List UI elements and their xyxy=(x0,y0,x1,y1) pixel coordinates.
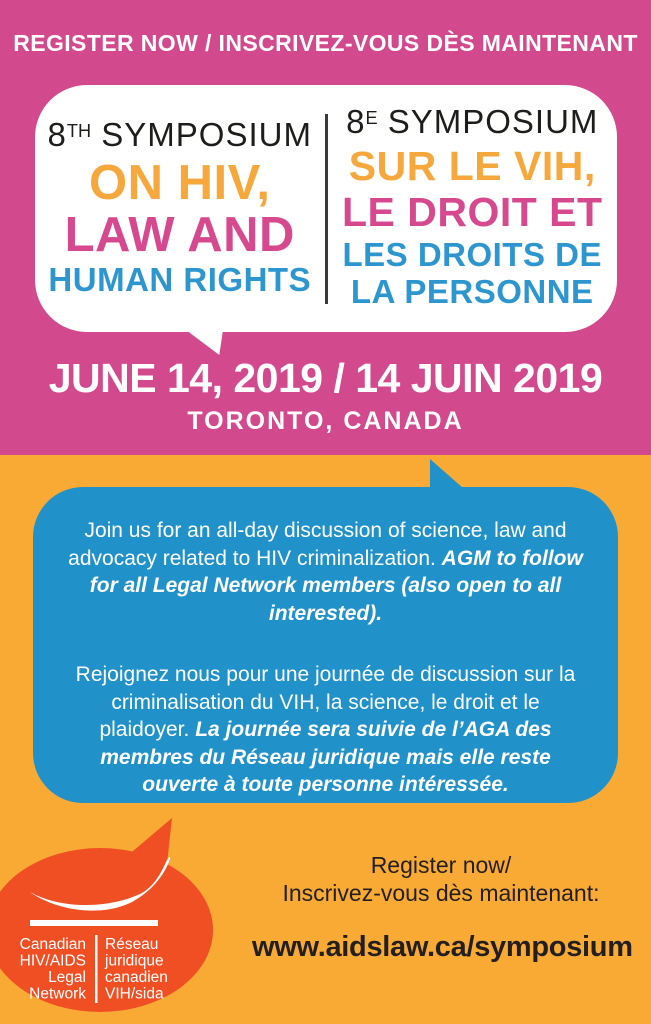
title-en-line3: LAW AND xyxy=(64,207,295,262)
event-city: TORONTO, CANADA xyxy=(187,407,464,435)
description-english xyxy=(67,517,584,627)
description-fr-emphasis: La journée sera suivie de l’AGA des membres du Réseau juridique mais elle reste ouverte à toute personne intéressée. xyxy=(100,718,552,796)
logo-fr-line-4: VIH/sida xyxy=(105,985,164,1003)
register-line-en: Register now/ xyxy=(370,852,512,878)
title-column-english xyxy=(35,115,325,300)
event-date: JUNE 14, 2019 / 14 JUIN 2019 xyxy=(48,355,603,401)
title-fr-symposium: SYMPOSIUM xyxy=(377,103,599,140)
title-fr-ordinal: E xyxy=(365,107,378,128)
title-fr-number: 8 xyxy=(346,103,366,140)
title-fr-line1 xyxy=(328,105,618,138)
logo-en-line-2: HIV/AIDS xyxy=(19,952,86,970)
description-en-normal: Join us for an all-day discussion of science, law and advocacy related to HIV criminalization. xyxy=(68,519,567,570)
register-line-fr: Inscrivez-vous dès maintenant: xyxy=(282,880,600,906)
logo-underline xyxy=(30,920,158,926)
description-en-emphasis: AGM to follow for all Legal Network members (also open to all interested). xyxy=(89,546,583,625)
title-en-symposium: SYMPOSIUM xyxy=(91,115,312,153)
description-fr-normal: Rejoignez nous pour une journée de discussion sur la criminalisation du VIH, la science, le droit et le plaidoyer. xyxy=(75,663,576,741)
logo-fr-line-1: Réseau xyxy=(105,936,159,953)
title-fr-line3: LE DROIT ET xyxy=(341,189,603,235)
title-en-ordinal: TH xyxy=(66,120,92,141)
title-fr-line4: LES DROITS DE xyxy=(342,236,603,273)
title-fr-line2: SUR LE VIH, xyxy=(348,143,596,189)
register-banner: REGISTER NOW / INSCRIVEZ-VOUS DÈS MAINTENANT xyxy=(13,30,638,56)
title-en-line2: ON HIV, xyxy=(89,155,271,210)
register-block xyxy=(252,851,633,964)
logo-fr-line-2: juridique xyxy=(105,952,164,970)
logo-en-line-4: Network xyxy=(29,985,86,1003)
title-en-number: 8 xyxy=(47,115,67,153)
description-speech-bubble xyxy=(33,487,618,803)
title-fr-line5: LA PERSONNE xyxy=(350,273,594,310)
title-speech-bubble xyxy=(35,85,617,332)
symposium-url: www.aidslaw.ca/symposium xyxy=(252,931,633,963)
legal-network-logo xyxy=(0,810,230,1024)
logo-en-line-3: Legal xyxy=(48,969,86,986)
logo-text-divider xyxy=(95,935,98,1003)
title-en-line1 xyxy=(35,115,325,153)
title-column-french xyxy=(328,105,618,312)
logo-en-line-1: Canadian xyxy=(19,936,86,953)
logo-fr-line-3: canadien xyxy=(105,969,168,986)
title-en-line4: HUMAN RIGHTS xyxy=(48,260,312,298)
description-french xyxy=(67,661,584,799)
